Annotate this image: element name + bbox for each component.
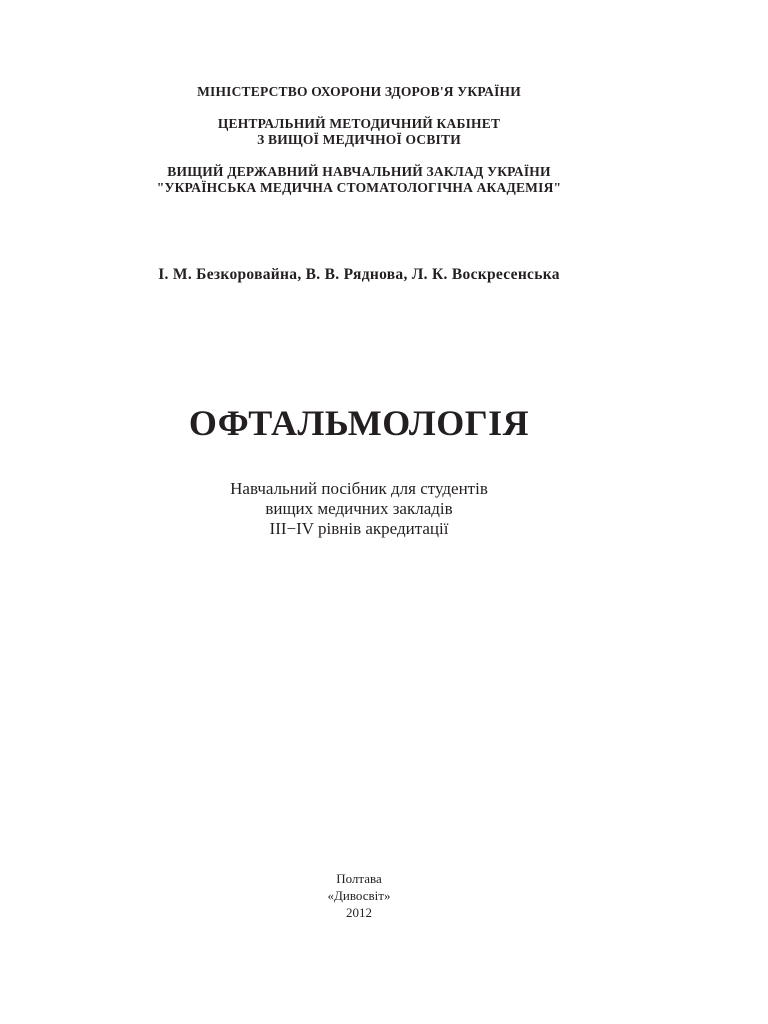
methodical-cabinet-line-2: З ВИЩОЇ МЕДИЧНОЇ ОСВІТИ xyxy=(257,132,461,147)
imprint-year: 2012 xyxy=(346,905,372,920)
subtitle-line-2: вищих медичних закладів xyxy=(265,499,453,518)
imprint-city: Полтава xyxy=(336,871,382,886)
ministry-name: МІНІСТЕРСТВО ОХОРОНИ ЗДОРОВ'Я УКРАЇНИ xyxy=(197,84,521,99)
authors: І. М. Безкоровайна, В. В. Ряднова, Л. К. Воскресенська xyxy=(158,266,560,283)
institution-line-2: "УКРАЇНСЬКА МЕДИЧНА СТОМАТОЛОГІЧНА АКАДЕМІЯ" xyxy=(156,180,562,195)
institution-line-1: ВИЩИЙ ДЕРЖАВНИЙ НАВЧАЛЬНИЙ ЗАКЛАД УКРАЇНИ xyxy=(167,164,551,179)
imprint-publisher: «Дивосвіт» xyxy=(327,888,391,903)
subtitle-line-1: Навчальний посібник для студентів xyxy=(230,479,488,498)
subtitle-line-3: III−IV рівнів акредитації xyxy=(269,519,449,538)
methodical-cabinet-line-1: ЦЕНТРАЛЬНИЙ МЕТОДИЧНИЙ КАБІНЕТ xyxy=(217,116,501,131)
book-title: ОФТАЛЬМОЛОГІЯ xyxy=(188,403,530,443)
